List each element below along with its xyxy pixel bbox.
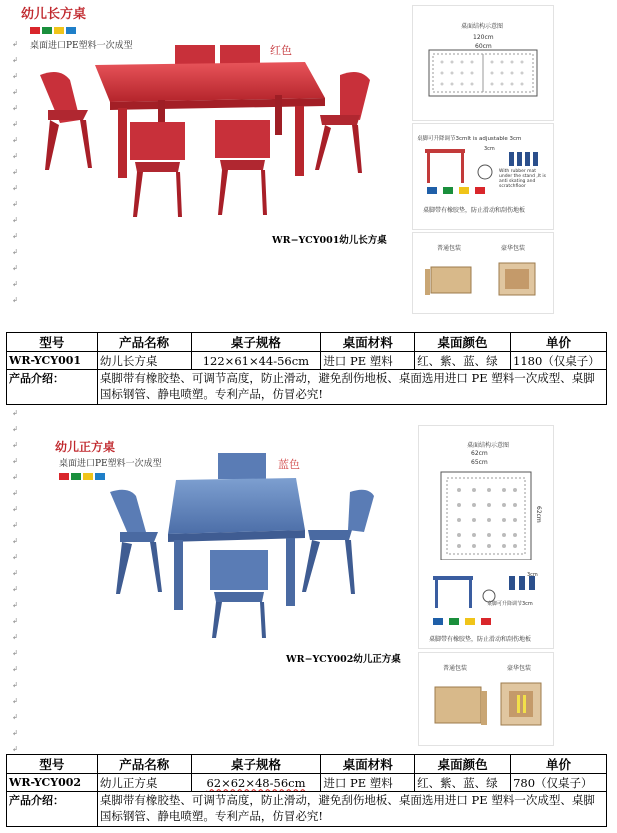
green-swatch	[42, 27, 52, 34]
section2-leg-diagram	[418, 560, 554, 649]
table-intro-row	[7, 370, 607, 405]
diagram2-dim-inner: 65cm	[471, 459, 488, 466]
red-swatch	[59, 473, 69, 480]
paragraph-mark: ↲	[12, 280, 18, 288]
diagram2-pack-normal: 普通包装	[443, 665, 468, 672]
size-value: 62×62×48-56cm	[206, 775, 306, 790]
packaging-boxes-icon	[423, 259, 547, 305]
header-size: 桌子规格	[191, 333, 321, 352]
paragraph-mark: ↲	[12, 72, 18, 80]
paragraph-mark: ↲	[12, 553, 18, 561]
paragraph-mark: ↲	[12, 200, 18, 208]
paragraph-mark: ↲	[12, 713, 18, 721]
paragraph-mark: ↲	[12, 505, 18, 513]
red-swatch	[475, 187, 485, 194]
header-price: 单价	[511, 333, 607, 352]
paragraph-mark: ↲	[12, 136, 18, 144]
diagram2-top-title: 桌面结构示意图	[467, 442, 510, 449]
header-material: 桌面材料	[321, 333, 415, 352]
red-swatch	[30, 27, 40, 34]
header-name: 产品名称	[97, 755, 191, 774]
paragraph-mark: ↲	[12, 473, 18, 481]
cell-name: 幼儿长方桌	[97, 352, 191, 370]
diagram1-dim-outer: 120cm	[473, 34, 494, 41]
intro-text: 桌脚带有橡胶垫、可调节高度，防止滑动，避免刮伤地板、桌面选用进口 PE 塑料一次成型、桌脚国标钢管、静电喷塑。专利产品，仿冒必究!	[97, 792, 606, 827]
paragraph-mark: ↲	[12, 296, 18, 304]
header-size: 桌子规格	[191, 755, 321, 774]
paragraph-mark: ↲	[12, 104, 18, 112]
diagram2-dim-side: 62cm	[535, 506, 542, 523]
cell-name: 幼儿正方桌	[97, 774, 191, 792]
paragraph-mark: ↲	[12, 457, 18, 465]
spec-table-1	[6, 332, 607, 405]
paragraph-mark: ↲	[12, 537, 18, 545]
section1-leg-diagram	[412, 123, 554, 230]
diagram2-swatches	[433, 618, 513, 626]
paragraph-mark: ↲	[12, 569, 18, 577]
diagram1-dim-3cm: 3cm	[484, 146, 495, 152]
header-color: 桌面颜色	[415, 755, 511, 774]
diagram1-top-title: 桌面结构示意图	[461, 23, 504, 30]
section1-title: 幼儿长方桌	[21, 7, 87, 22]
paragraph-mark: ↲	[12, 441, 18, 449]
blue-square-table-image	[100, 450, 380, 640]
paragraph-mark: ↲	[12, 232, 18, 240]
cell-price: 780（仅桌子）	[511, 774, 607, 792]
paragraph-mark: ↲	[12, 248, 18, 256]
red-swatch	[481, 618, 491, 625]
paragraph-mark: ↲	[12, 88, 18, 96]
section1-subtitle: 桌面进口PE塑料一次成型	[30, 41, 133, 51]
red-rectangular-table-image	[40, 40, 380, 230]
cell-material: 进口 PE 塑料	[321, 352, 415, 370]
paragraph-mark: ↲	[12, 216, 18, 224]
table-row	[7, 774, 607, 792]
blue-swatch	[433, 618, 443, 625]
paragraph-mark: ↲	[12, 152, 18, 160]
cell-color: 红、紫、蓝、绿	[415, 774, 511, 792]
header-model: 型号	[7, 333, 98, 352]
paragraph-mark: ↲	[12, 665, 18, 673]
intro-text: 桌脚带有橡胶垫、可调节高度，防止滑动，避免刮伤地板、桌面选用进口 PE 塑料一次成型、桌脚国标钢管、静电喷塑。专利产品，仿冒必究!	[97, 370, 606, 405]
paragraph-mark: ↲	[12, 425, 18, 433]
green-swatch	[443, 187, 453, 194]
green-swatch	[449, 618, 459, 625]
table-top-outline-icon	[427, 48, 539, 98]
paragraph-mark: ↲	[12, 264, 18, 272]
header-material: 桌面材料	[321, 755, 415, 774]
section1-color-label: 红色	[270, 44, 292, 57]
diagram1-dim-inner: 60cm	[475, 43, 492, 50]
paragraph-mark: ↲	[12, 489, 18, 497]
cell-size	[191, 774, 321, 792]
paragraph-mark: ↲	[12, 168, 18, 176]
blue-swatch	[427, 187, 437, 194]
paragraph-mark: ↲	[12, 184, 18, 192]
diagram1-mid-title: 桌脚可升降调节3cmIt is adjustable 3cm	[417, 136, 522, 142]
diagram2-dim-3cm: 3cm	[527, 572, 538, 578]
packaging-boxes-icon	[429, 679, 547, 737]
header-price: 单价	[511, 755, 607, 774]
paragraph-mark: ↲	[12, 56, 18, 64]
diagram2-mid-title: 桌脚可升降调节3cm	[487, 601, 533, 607]
section2-title: 幼儿正方桌	[55, 440, 116, 454]
diagram2-pack-deluxe: 豪华包装	[507, 665, 532, 672]
yellow-swatch	[459, 187, 469, 194]
diagram1-pack-deluxe: 豪华包装	[501, 245, 526, 252]
paragraph-mark: ↲	[12, 649, 18, 657]
header-name: 产品名称	[97, 333, 191, 352]
diagram1-rubber-note: With rubber mat under the stand ,It is anti skating and scratchfloor	[499, 169, 546, 189]
cell-price: 1180（仅桌子）	[511, 352, 607, 370]
paragraph-mark: ↲	[12, 697, 18, 705]
section2-subtitle: 桌面进口PE塑料一次成型	[59, 459, 162, 469]
section1-caption: WR−YCY001幼儿长方桌	[272, 235, 387, 246]
spec-table-2	[6, 754, 607, 827]
table-row	[7, 352, 607, 370]
paragraph-mark: ↲	[12, 120, 18, 128]
paragraph-mark: ↲	[12, 729, 18, 737]
section1-swatches	[30, 27, 100, 35]
table-header-row	[7, 333, 607, 352]
yellow-swatch	[465, 618, 475, 625]
paragraph-mark: ↲	[12, 585, 18, 593]
blue-swatch	[66, 27, 76, 34]
paragraph-mark: ↲	[12, 409, 18, 417]
intro-label: 产品介绍：	[7, 370, 98, 405]
intro-label: 产品介绍：	[7, 792, 98, 827]
diagram1-swatches	[427, 187, 507, 195]
header-model: 型号	[7, 755, 98, 774]
diagram1-pack-normal: 普通包装	[437, 245, 462, 252]
table-header-row	[7, 755, 607, 774]
section1-structure-diagram	[412, 5, 554, 121]
paragraph-mark: ↲	[12, 681, 18, 689]
table-intro-row	[7, 792, 607, 827]
yellow-swatch	[54, 27, 64, 34]
section2-color-label: 蓝色	[278, 458, 300, 471]
paragraph-mark: ↲	[12, 521, 18, 529]
paragraph-mark: ↲	[12, 745, 18, 753]
cell-color: 红、紫、蓝、绿	[415, 352, 511, 370]
section2-packaging-diagram	[418, 652, 554, 746]
yellow-swatch	[83, 473, 93, 480]
diagram2-dim-outer: 62cm	[471, 450, 488, 457]
diagram2-bottom-note: 桌脚带有橡胶垫，防止滑动和刮伤地板	[429, 636, 532, 643]
header-color: 桌面颜色	[415, 333, 511, 352]
paragraph-mark: ↲	[12, 633, 18, 641]
section1-packaging-diagram	[412, 232, 554, 314]
cell-model: WR-YCY002	[7, 774, 98, 792]
cell-size: 122×61×44-56cm	[191, 352, 321, 370]
diagram1-bottom-note: 桌脚带有橡胶垫，防止滑动和刮伤地板	[423, 207, 526, 214]
cell-material: 进口 PE 塑料	[321, 774, 415, 792]
paragraph-mark: ↲	[12, 601, 18, 609]
paragraph-mark: ↲	[12, 40, 18, 48]
section2-caption: WR−YCY002幼儿正方桌	[286, 654, 401, 665]
paragraph-mark: ↲	[12, 617, 18, 625]
green-swatch	[71, 473, 81, 480]
cell-model: WR-YCY001	[7, 352, 98, 370]
square-top-outline-icon	[439, 470, 533, 562]
